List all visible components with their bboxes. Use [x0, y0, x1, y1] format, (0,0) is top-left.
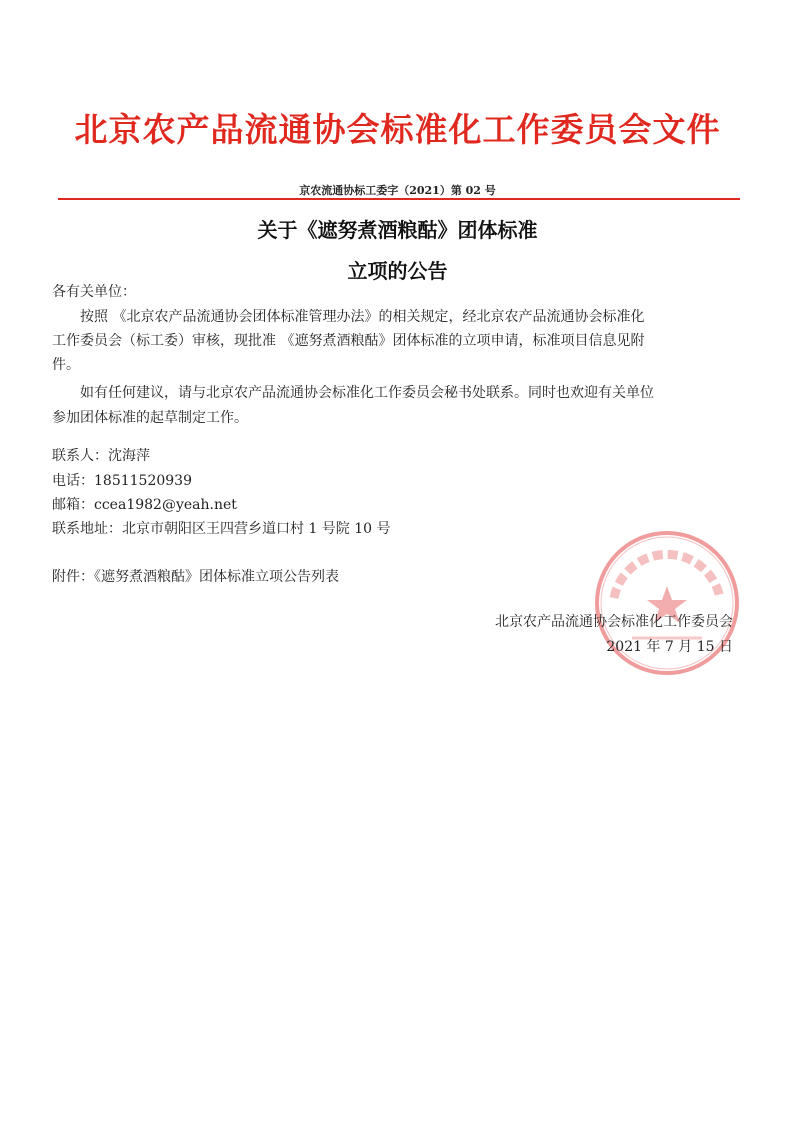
salutation: 各有关单位： — [52, 284, 136, 300]
paragraph-2-line-1: 如有任何建议，请与北京农产品流通协会标准化工作委员会秘书处联系。同时也欢迎有关单位 — [80, 385, 654, 401]
contact-address: 联系地址：北京市朝阳区王四营乡道口村 1 号院 10 号 — [52, 521, 391, 537]
contact-person: 联系人：沈海萍 — [52, 448, 150, 464]
document-header-title: 北京农产品流通协会标准化工作委员会文件 — [74, 110, 721, 149]
announcement-title-line2: 立项的公告 — [347, 259, 448, 283]
attachment-note: 附件：《遮努煮酒粮酤》团体标准立项公告列表 — [52, 569, 339, 585]
paragraph-1-line-2: 工作委员会（标工委）审核，现批准 《遮努煮酒粮酤》团体标准的立项申请，标准项目信息见附 — [52, 333, 645, 349]
signature-date: 2021 年 7 月 15 日 — [606, 639, 733, 655]
document-number: 京农流通协标工委字（2021）第 02 号 — [299, 184, 496, 197]
announcement-title-line1: 关于《遮努煮酒粮酤》团体标准 — [257, 218, 538, 242]
paragraph-1-line-3: 件。 — [52, 357, 80, 373]
header-divider — [58, 198, 740, 200]
paragraph-1-line-1: 按照 《北京农产品流通协会团体标准管理办法》的相关规定，经北京农产品流通协会标准化 — [80, 309, 645, 325]
contact-email: 邮箱：ccea1982@yeah.net — [52, 497, 237, 513]
contact-phone: 电话：18511520939 — [52, 473, 192, 489]
paragraph-2-line-2: 参加团体标准的起草制定工作。 — [52, 410, 248, 426]
signature-organization: 北京农产品流通协会标准化工作委员会 — [495, 614, 733, 630]
